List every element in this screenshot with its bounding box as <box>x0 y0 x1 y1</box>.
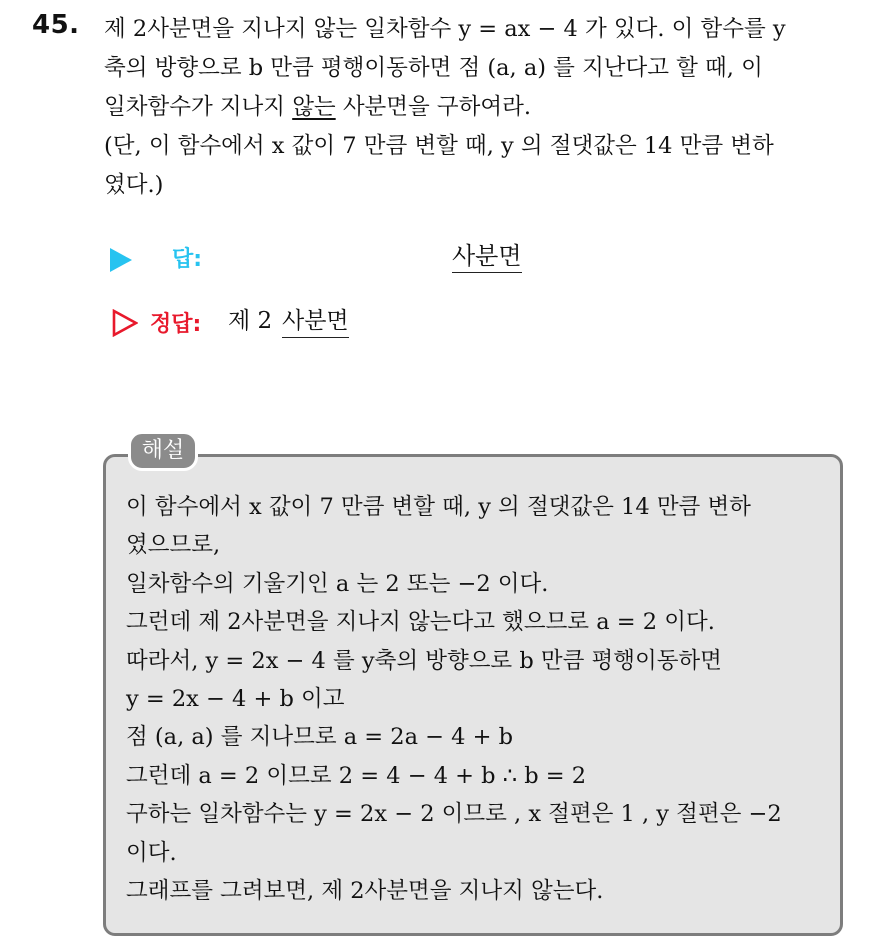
correct-answer-row <box>112 307 632 341</box>
correct-answer-prefix: 제 2 <box>228 308 273 334</box>
solution-line: 이다. <box>126 839 177 866</box>
solution-text <box>126 488 834 910</box>
question-text <box>104 10 869 205</box>
answer-value: 사분면 <box>452 241 522 273</box>
solution-line: 점 (a, a) 를 지나므로 a = 2a − 4 + b <box>126 724 514 751</box>
question-line3-end: 사분면을 구하여라. <box>335 94 532 120</box>
outline-triangle-icon <box>112 309 138 337</box>
solution-line: 그래프를 그려보면, 제 2사분면을 지나지 않는다. <box>126 878 604 905</box>
question-line <box>104 88 869 127</box>
solution-line: y = 2x − 4 + b 이고 <box>126 686 345 713</box>
solution-line: 따라서, y = 2x − 4 를 y축의 방향으로 b 만큼 평행이동하면 <box>126 647 722 674</box>
solution-line: 였으므로, <box>126 532 221 559</box>
question-note-line: (단, 이 함수에서 x 값이 7 만큼 변할 때, y 의 절댓값은 14 만큼 변하 <box>104 133 774 159</box>
correct-answer-label: 정답: <box>150 312 202 337</box>
play-triangle-icon <box>110 248 132 272</box>
solution-line: 일차함수의 기울기인 a 는 2 또는 −2 이다. <box>126 570 549 597</box>
question-number: 45. <box>32 10 80 40</box>
answer-row <box>110 242 630 276</box>
solution-line: 이 함수에서 x 값이 7 만큼 변할 때, y 의 절댓값은 14 만큼 변하 <box>126 494 751 520</box>
question-line3-start: 일차함수가 지나지 <box>104 94 293 120</box>
question-line: 축의 방향으로 b 만큼 평행이동하면 점 (a, a) 를 지난다고 할 때, 이 <box>104 55 763 81</box>
answer-label: 답: <box>172 247 203 272</box>
solution-line: 그런데 제 2사분면을 지나지 않는다고 했으므로 a = 2 이다. <box>126 609 715 636</box>
correct-answer-value: 사분면 <box>282 306 349 338</box>
solution-line: 그런데 a = 2 이므로 2 = 4 − 4 + b ∴ b = 2 <box>126 762 587 789</box>
solution-tab: 해설 <box>128 431 198 471</box>
underlined-word: 않는 <box>292 94 336 120</box>
question-line: 제 2사분면을 지나지 않는 일차함수 y = ax − 4 가 있다. 이 함수를 y <box>104 16 786 42</box>
question-note-line: 였다.) <box>104 172 164 198</box>
solution-line: 구하는 일차함수는 y = 2x − 2 이므로 , x 절편은 1 , y 절편은 −2 <box>126 801 782 828</box>
